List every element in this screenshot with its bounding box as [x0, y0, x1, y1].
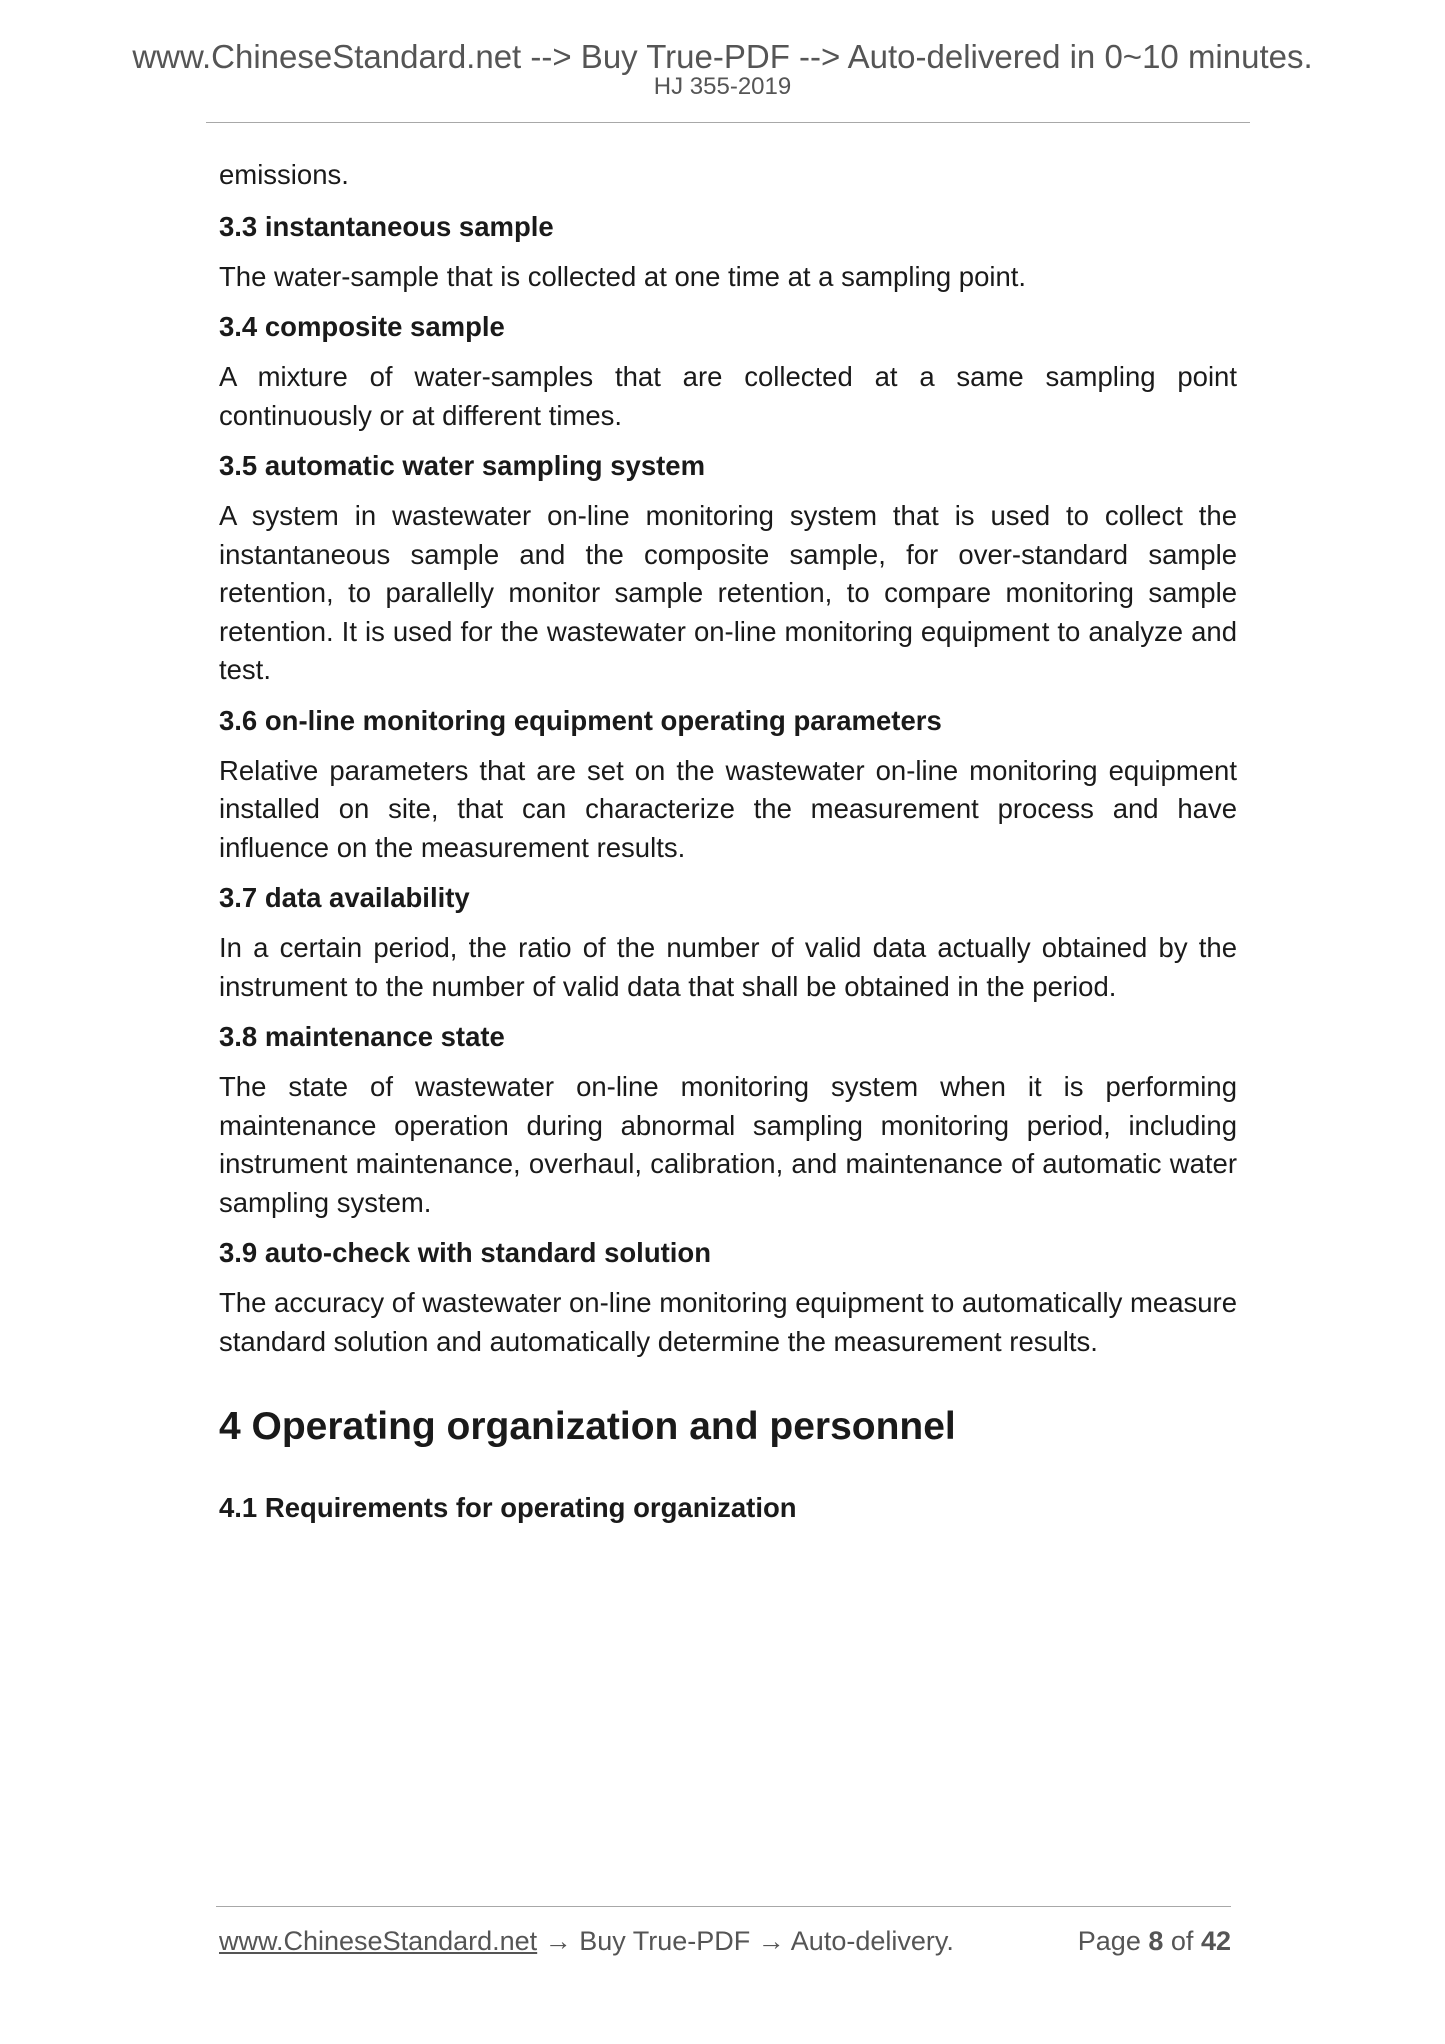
current-page-number: 8 — [1148, 1926, 1164, 1956]
site-link[interactable]: www.ChineseStandard.net — [219, 1926, 538, 1956]
delivery-text: Auto-delivery. — [790, 1926, 954, 1956]
section-heading-3-4: 3.4 composite sample — [219, 311, 505, 342]
chapter-heading-4: 4 Operating organization and personnel — [219, 1405, 956, 1448]
document-id: HJ 355-2019 — [653, 73, 792, 100]
header-divider — [206, 122, 1250, 123]
page-body — [219, 156, 1237, 1527]
arrow-icon: → — [544, 1926, 572, 1956]
section-text-3-3: The water-sample that is collected at one time at a sampling point. — [219, 260, 1027, 292]
section-heading-3-6: 3.6 on-line monitoring equipment operating parameters — [219, 704, 942, 736]
section-text-3-6: Relative parameters that are set on the wastewater on-line monitoring equipment installed on site, that can characterize the measurement process and have influence on the measurement results. — [219, 754, 1237, 863]
of-label: of — [1170, 1926, 1194, 1956]
site-banner: www.ChineseStandard.net --> Buy True-PDF --> Auto-delivered in 0~10 minutes. — [132, 38, 1313, 75]
section-text-3-8: The state of wastewater on-line monitoring system when it is performing maintenance operation during abnormal sampling monitoring period, including instrument maintenance, overhaul, calibration, and maintenance of automatic water sampling system. — [219, 1071, 1237, 1218]
section-text-3-9: The accuracy of wastewater on-line monitoring equipment to automatically measure standard solution and automatically determine the measurement results. — [219, 1287, 1237, 1357]
section-text-3-4: A mixture of water-samples that are collected at a same sampling point continuously or at different times. — [219, 361, 1237, 431]
page-counter — [1078, 1928, 1231, 1955]
arrow-icon: → — [757, 1926, 785, 1956]
section-heading-3-5: 3.5 automatic water sampling system — [219, 450, 706, 481]
footer-promo — [219, 1928, 954, 1955]
section-text-3-7: In a certain period, the ratio of the number of valid data actually obtained by the instrument to the number of valid data that shall be obtained in the period. — [219, 932, 1237, 1002]
page-label: Page — [1077, 1926, 1141, 1956]
section-heading-4-1: 4.1 Requirements for operating organization — [219, 1492, 797, 1523]
buy-text: Buy True-PDF — [579, 1926, 751, 1956]
section-heading-3-3: 3.3 instantaneous sample — [219, 210, 554, 242]
section-text-3-5: A system in wastewater on-line monitoring system that is used to collect the instantaneous sample and the composite sample, for over-standard sample retention, to parallelly monitor sample retention, to compare monitoring sample retention. It is used for the wastewater on-line monitoring equipment to analyze and test. — [219, 500, 1237, 685]
continuation-text: emissions. — [219, 159, 349, 190]
section-heading-3-7: 3.7 data availability — [219, 882, 470, 913]
footer-divider — [216, 1906, 1231, 1907]
section-heading-3-8: 3.8 maintenance state — [219, 1021, 505, 1052]
section-heading-3-9: 3.9 auto-check with standard solution — [219, 1237, 712, 1268]
total-page-count: 42 — [1200, 1926, 1231, 1956]
